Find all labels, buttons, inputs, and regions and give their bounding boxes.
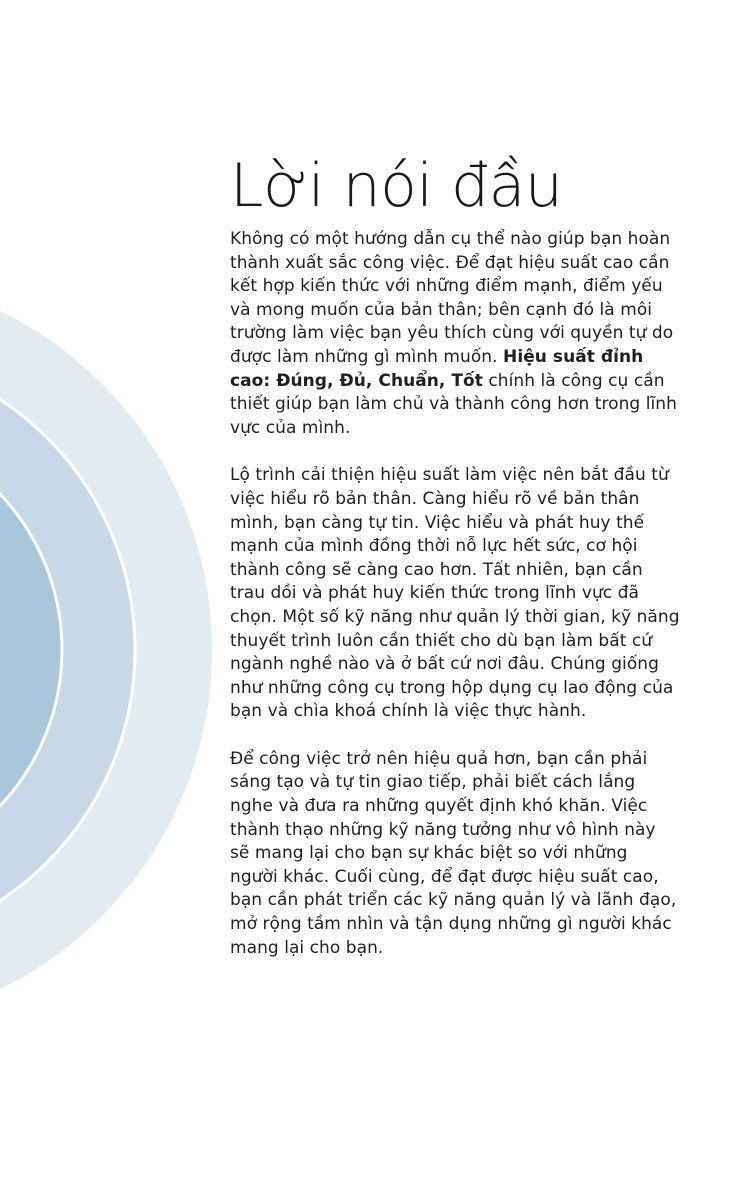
paragraph-1-ending: chính là công cụ cần thiết giúp bạn làm chủ và thành công hơn trong lĩnh vực của mình. bbox=[230, 370, 677, 438]
paragraph-1 bbox=[230, 228, 680, 440]
paragraph-2: Lộ trình cải thiện hiệu suất làm việc nên bắt đầu từ việc hiểu rõ bản thân. Càng hiểu rõ về bản thân mình, bạn càng tự tin. Việc hiểu và phát huy thế mạnh của mình đồng thời nỗ lực hết sức, cơ hội thành công sẽ càng cao hơn. Tất nhiên, bạn cần trau dồi và phát huy kiến thức trong lĩnh vực đã chọn. Một số kỹ năng như quản lý thời gian, kỹ năng thuyết trình luôn cần thiết cho dù bạn làm bất cứ ngành nghề nào và ở bất cứ nơi đâu. Chúng giống như những công cụ trong hộp dụng cụ lao động của bạn và chìa khoá chính là việc thực hành. bbox=[230, 465, 680, 722]
paragraph-1-intro: Không có một hướng dẫn cụ thể nào giúp bạn hoàn thành xuất sắc công việc. Để đạt hiệu suất cao cần kết hợp kiến thức với những điểm mạnh, điểm yếu và mong muốn của bản thân; bên cạnh đó là môi trường làm việc bạn yêu thích cùng với quyền tự do được làm những gì mình muốn. bbox=[230, 229, 674, 367]
page-title: Lời nói đầu bbox=[230, 151, 563, 221]
paragraph-3: Để công việc trở nên hiệu quả hơn, bạn cần phải sáng tạo và tự tin giao tiếp, phải biết cách lắng nghe và đưa ra những quyết định khó khăn. Việc thành thạo những kỹ năng tưởng như vô hình này sẽ mang lại cho bạn sự khác biệt so với những người khác. Cuối cùng, để đạt được hiệu suất cao, bạn cần phát triển các kỹ năng quản lý và lãnh đạo, mở rộng tầm nhìn và tận dụng những gì người khác mang lại cho bạn. bbox=[230, 748, 677, 958]
book-title-highlight: Hiệu suất đỉnh cao: Đúng, Đủ, Chuẩn, Tốt bbox=[230, 346, 644, 391]
preface-section bbox=[230, 150, 680, 960]
